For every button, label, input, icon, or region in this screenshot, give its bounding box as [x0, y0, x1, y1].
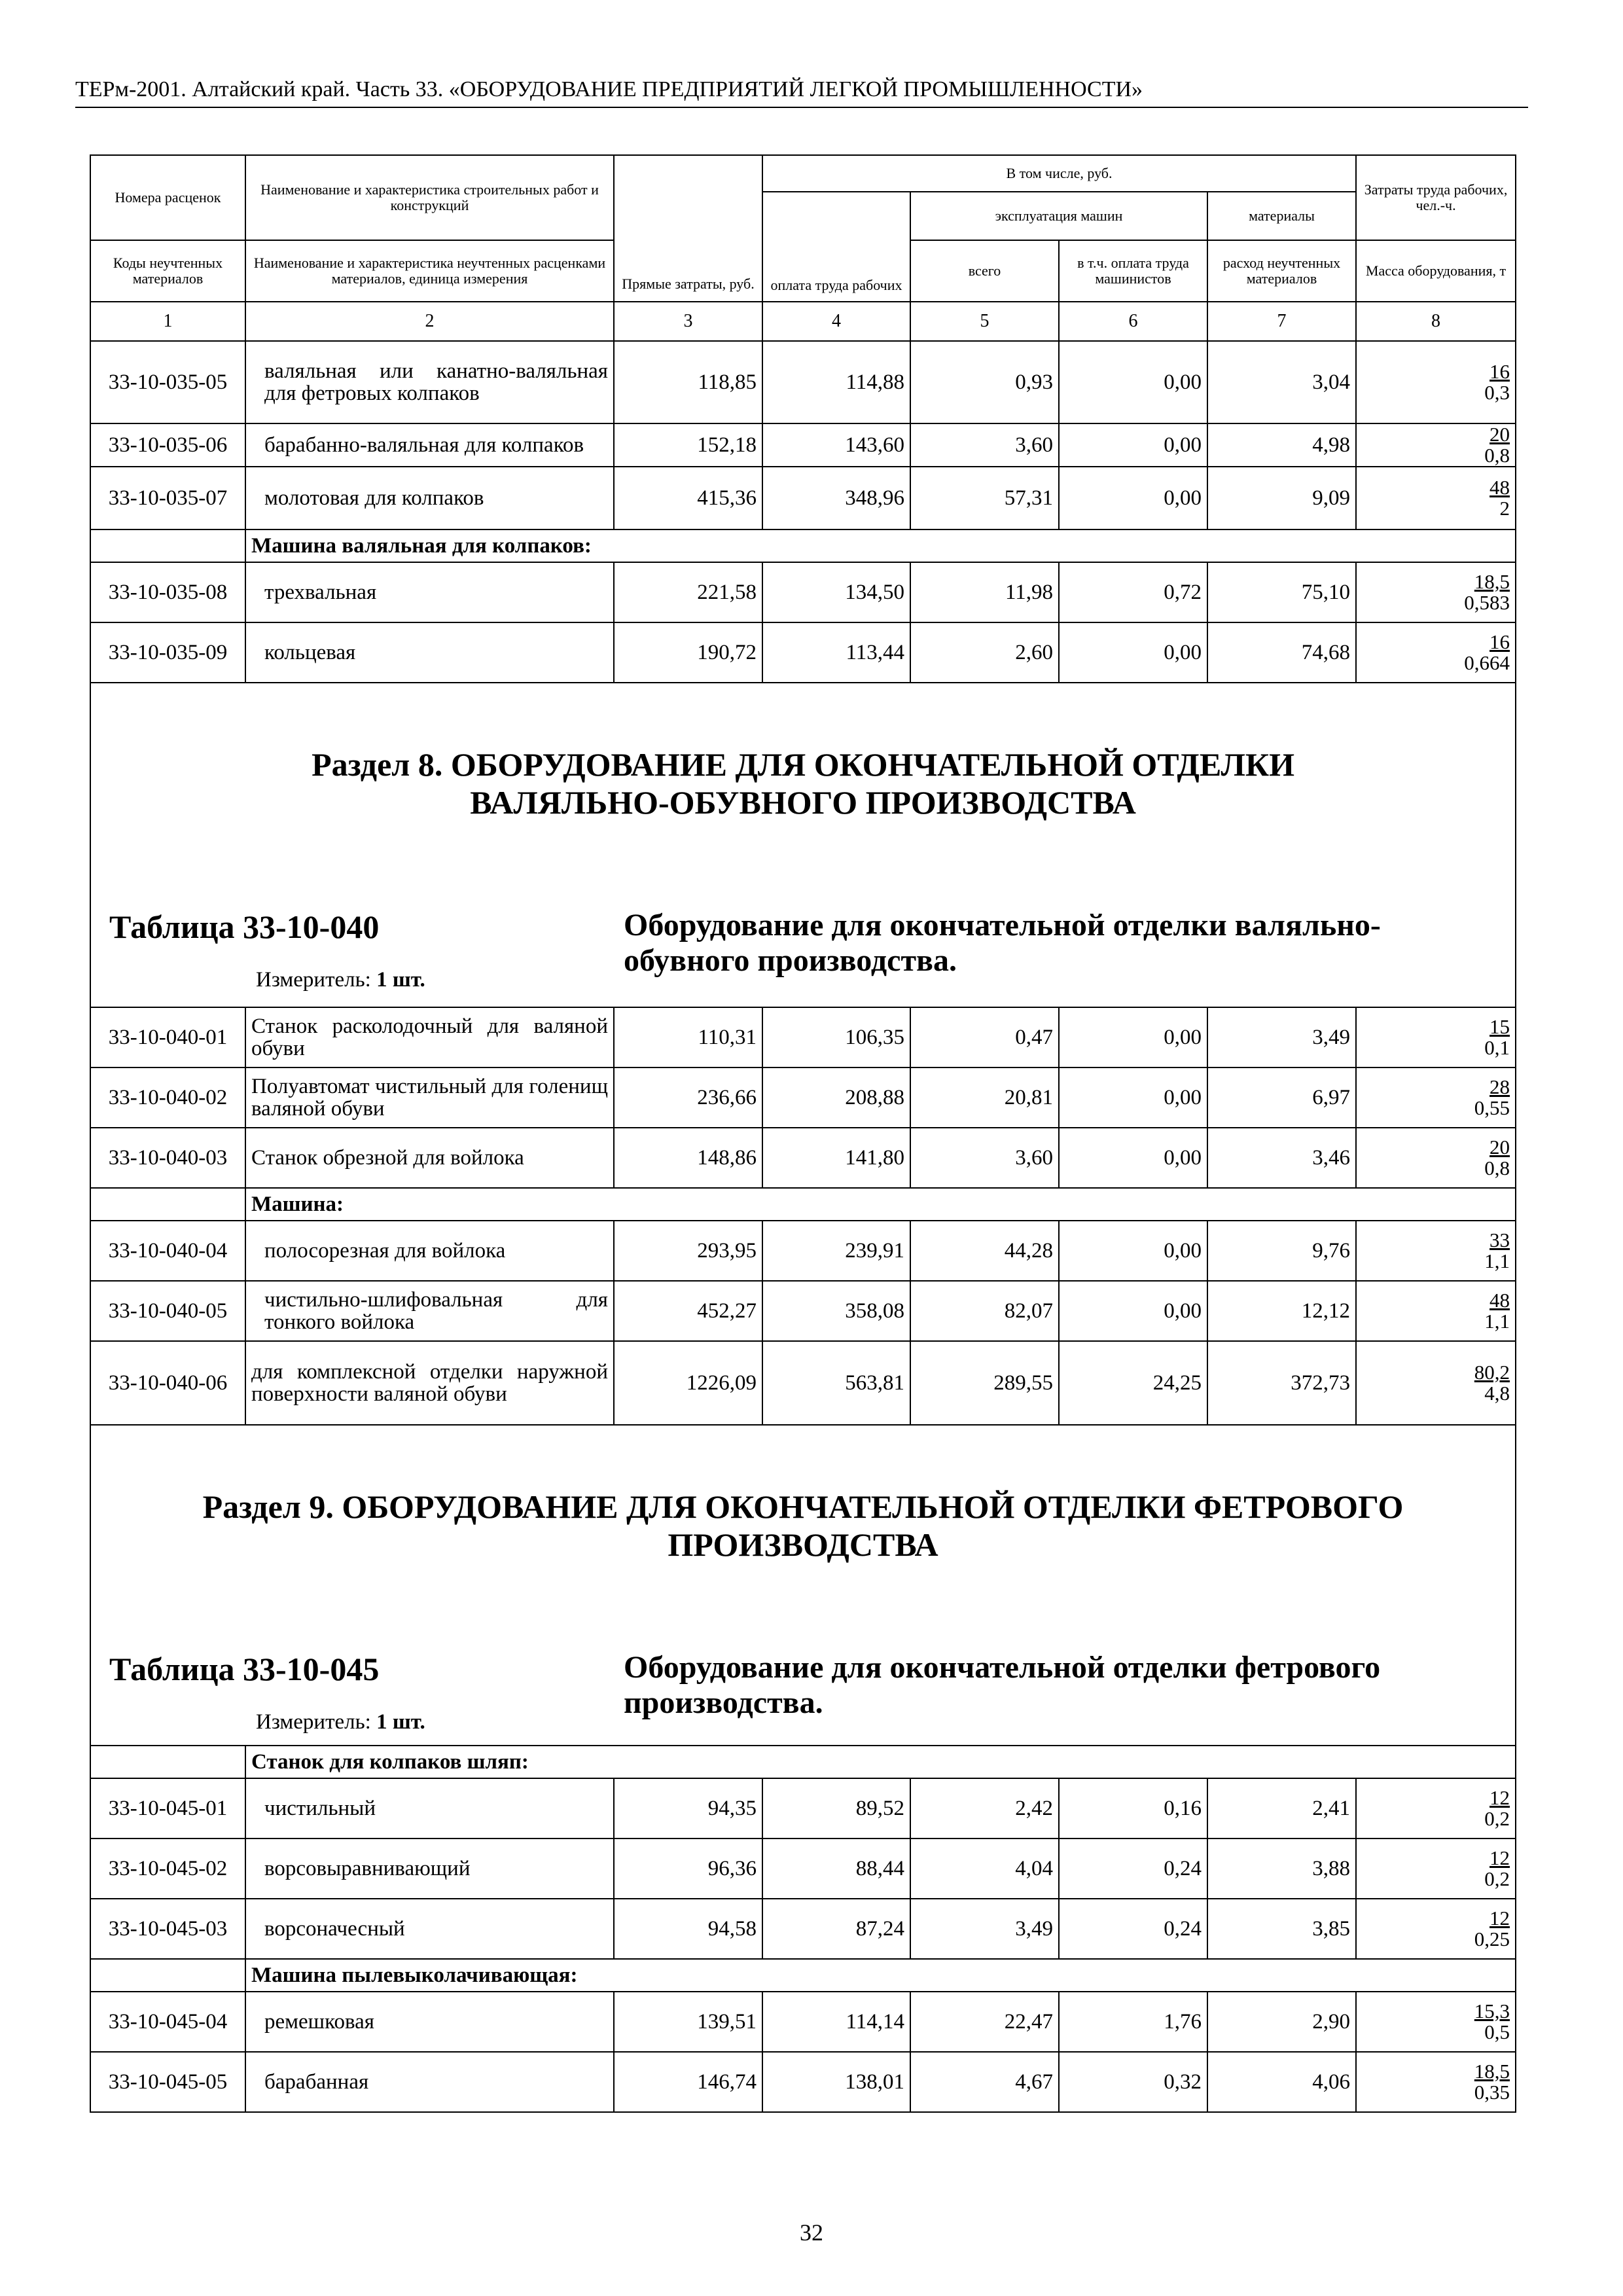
- labor-mass-fraction: [1356, 1992, 1516, 2052]
- rate-row: [90, 1128, 1516, 1188]
- machinist-cost: 0,24: [1059, 1899, 1207, 1959]
- col-codes-unacc-header: Коды неучтенных материалов: [90, 240, 245, 302]
- unit-value: 1 шт.: [376, 1710, 425, 1734]
- labor-cost: 358,08: [762, 1281, 910, 1341]
- col-number: 1: [90, 302, 245, 341]
- col-machinists-header: в т.ч. оплата труда машинистов: [1059, 240, 1207, 302]
- labor-cost: 114,88: [762, 341, 910, 423]
- machinist-cost: 0,00: [1059, 467, 1207, 529]
- labor-cost: 87,24: [762, 1899, 910, 1959]
- equipment-mass: 0,1: [1484, 1036, 1510, 1059]
- material-cost: 2,41: [1207, 1778, 1356, 1839]
- material-cost: 3,85: [1207, 1899, 1356, 1959]
- machinist-cost: 0,72: [1059, 562, 1207, 622]
- labor-mass-fraction: [1356, 467, 1516, 529]
- labor-mass-fraction: [1356, 562, 1516, 622]
- labor-cost: 88,44: [762, 1839, 910, 1899]
- material-cost: 74,68: [1207, 622, 1356, 683]
- machine-cost: 3,60: [910, 423, 1059, 467]
- direct-cost: 152,18: [614, 423, 762, 467]
- direct-cost: 293,95: [614, 1221, 762, 1281]
- work-hours: 12: [1489, 1907, 1510, 1929]
- direct-cost: 139,51: [614, 1992, 762, 2052]
- machine-cost: 0,93: [910, 341, 1059, 423]
- material-cost: 12,12: [1207, 1281, 1356, 1341]
- equipment-mass: 0,583: [1464, 591, 1510, 614]
- machine-cost: 3,49: [910, 1899, 1059, 1959]
- rate-name: чистильно-шлифовальная для тонкого войлока: [245, 1281, 614, 1341]
- material-cost: 75,10: [1207, 562, 1356, 622]
- group-heading: Машина:: [245, 1188, 1516, 1221]
- rate-row: [90, 1839, 1516, 1899]
- work-hours: 16: [1489, 630, 1510, 653]
- machine-cost: 4,04: [910, 1839, 1059, 1899]
- rate-code: 33-10-045-05: [90, 2052, 245, 2112]
- section-title: [91, 745, 1515, 821]
- machinist-cost: 0,00: [1059, 1281, 1207, 1341]
- header-rule: [75, 107, 1528, 108]
- rate-row: [90, 1899, 1516, 1959]
- rate-name: Полуавтомат чистильный для голенищ валяной обуви: [245, 1067, 614, 1128]
- group-spacer: [90, 1959, 245, 1992]
- unit-label: Измеритель:: [256, 968, 371, 992]
- material-cost: 3,49: [1207, 1007, 1356, 1067]
- direct-cost: 146,74: [614, 2052, 762, 2112]
- labor-cost: 113,44: [762, 622, 910, 683]
- rate-row: [90, 1281, 1516, 1341]
- equipment-mass: 0,2: [1484, 1867, 1510, 1890]
- labor-cost: 134,50: [762, 562, 910, 622]
- equipment-mass: 0,8: [1484, 1157, 1510, 1179]
- machinist-cost: 0,00: [1059, 1128, 1207, 1188]
- rate-row: [90, 1992, 1516, 2052]
- machine-cost: 57,31: [910, 467, 1059, 529]
- work-hours: 12: [1489, 1846, 1510, 1869]
- work-hours: 15: [1489, 1015, 1510, 1038]
- rate-code: 33-10-035-09: [90, 622, 245, 683]
- equipment-mass: 0,3: [1484, 381, 1510, 404]
- equipment-mass: 0,8: [1484, 444, 1510, 467]
- machinist-cost: 0,32: [1059, 2052, 1207, 2112]
- rate-name: для комплексной отделки наружной поверхности валяной обуви: [245, 1341, 614, 1425]
- material-cost: 6,97: [1207, 1067, 1356, 1128]
- rate-name: валяльная или канатно-валяльная для фетровых колпаков: [245, 341, 614, 423]
- direct-cost: 110,31: [614, 1007, 762, 1067]
- labor-mass-fraction: [1356, 1007, 1516, 1067]
- col-unacc-mat-header: расход неучтенных материалов: [1207, 240, 1356, 302]
- col-name-unacc-header: Наименование и характеристика неучтенных расценками материалов, единица измерения: [245, 240, 614, 302]
- direct-cost: 118,85: [614, 341, 762, 423]
- machine-cost: 4,67: [910, 2052, 1059, 2112]
- labor-mass-fraction: [1356, 423, 1516, 467]
- material-cost: 9,09: [1207, 467, 1356, 529]
- rate-code: 33-10-035-05: [90, 341, 245, 423]
- rate-code: 33-10-040-04: [90, 1221, 245, 1281]
- labor-cost: 89,52: [762, 1778, 910, 1839]
- rate-row: [90, 1778, 1516, 1839]
- price-table: [90, 154, 1516, 2113]
- col-number: 2: [245, 302, 614, 341]
- labor-mass-fraction: [1356, 341, 1516, 423]
- col-mass-header: Масса оборудования, т: [1356, 240, 1516, 302]
- equipment-mass: 0,55: [1474, 1096, 1510, 1119]
- machine-cost: 2,60: [910, 622, 1059, 683]
- work-hours: 16: [1489, 360, 1510, 383]
- labor-cost: 106,35: [762, 1007, 910, 1067]
- rate-row: [90, 467, 1516, 529]
- section-title: [91, 1488, 1515, 1564]
- equipment-mass: 0,664: [1464, 651, 1510, 674]
- direct-cost: 96,36: [614, 1839, 762, 1899]
- unit-line: [256, 1710, 425, 1734]
- direct-cost: 236,66: [614, 1067, 762, 1128]
- table-description: Оборудование для окончательной отделки валяльно-обувного производства.: [624, 908, 1381, 978]
- rate-name: ремешковая: [245, 1992, 614, 2052]
- work-hours: 18,5: [1474, 570, 1510, 593]
- section-title-line: ПРОИЗВОДСТВА: [668, 1526, 938, 1563]
- col-name-header: Наименование и характеристика строительных работ и конструкций: [245, 155, 614, 240]
- col-machines-header: эксплуатация машин: [910, 192, 1207, 240]
- labor-cost: 348,96: [762, 467, 910, 529]
- section-title-line: Раздел 9. ОБОРУДОВАНИЕ ДЛЯ ОКОНЧАТЕЛЬНОЙ ОТДЕЛКИ ФЕТРОВОГО: [202, 1488, 1404, 1525]
- machinist-cost: 24,25: [1059, 1341, 1207, 1425]
- equipment-mass: 4,8: [1484, 1382, 1510, 1405]
- work-hours: 15,3: [1474, 2000, 1510, 2022]
- rate-name: трехвальная: [245, 562, 614, 622]
- rate-code: 33-10-040-06: [90, 1341, 245, 1425]
- rate-row: [90, 562, 1516, 622]
- work-hours: 80,2: [1474, 1361, 1510, 1384]
- price-table-frame: [90, 154, 1515, 2113]
- material-cost: 372,73: [1207, 1341, 1356, 1425]
- machinist-cost: 0,00: [1059, 423, 1207, 467]
- equipment-mass: 0,2: [1484, 1807, 1510, 1830]
- labor-mass-fraction: [1356, 622, 1516, 683]
- material-cost: 2,90: [1207, 1992, 1356, 2052]
- rate-name: чистильный: [245, 1778, 614, 1839]
- machine-cost: 0,47: [910, 1007, 1059, 1067]
- material-cost: 3,04: [1207, 341, 1356, 423]
- labor-mass-fraction: [1356, 1128, 1516, 1188]
- labor-mass-fraction: [1356, 1067, 1516, 1128]
- machinist-cost: 0,00: [1059, 1007, 1207, 1067]
- col-work-header: Затраты труда рабочих, чел.-ч.: [1356, 155, 1516, 240]
- col-materials-header: материалы: [1207, 192, 1356, 240]
- work-hours: 12: [1489, 1786, 1510, 1809]
- work-hours: 48: [1489, 1289, 1510, 1312]
- rate-code: 33-10-045-03: [90, 1899, 245, 1959]
- direct-cost: 1226,09: [614, 1341, 762, 1425]
- machine-cost: 20,81: [910, 1067, 1059, 1128]
- machine-cost: 44,28: [910, 1221, 1059, 1281]
- machinist-cost: 0,24: [1059, 1839, 1207, 1899]
- labor-cost: 563,81: [762, 1341, 910, 1425]
- direct-cost: 94,35: [614, 1778, 762, 1839]
- col-labor-header: оплата труда рабочих: [762, 192, 910, 302]
- rate-name: полосорезная для войлока: [245, 1221, 614, 1281]
- column-number-row: [90, 302, 1516, 341]
- equipment-mass: 1,1: [1484, 1249, 1510, 1272]
- rate-code: 33-10-035-06: [90, 423, 245, 467]
- labor-mass-fraction: [1356, 1839, 1516, 1899]
- work-hours: 20: [1489, 423, 1510, 446]
- group-heading: Машина валяльная для колпаков:: [245, 529, 1516, 562]
- col-number: 5: [910, 302, 1059, 341]
- direct-cost: 190,72: [614, 622, 762, 683]
- rate-row: [90, 423, 1516, 467]
- section-block: [90, 1425, 1516, 1746]
- rate-name: кольцевая: [245, 622, 614, 683]
- material-cost: 3,46: [1207, 1128, 1356, 1188]
- equipment-mass: 0,25: [1474, 1928, 1510, 1950]
- rate-code: 33-10-045-02: [90, 1839, 245, 1899]
- rate-name: Станок расколодочный для валяной обуви: [245, 1007, 614, 1067]
- machinist-cost: 0,00: [1059, 1221, 1207, 1281]
- rate-row: [90, 1067, 1516, 1128]
- running-header: ТЕРм-2001. Алтайский край. Часть 33. «ОБОРУДОВАНИЕ ПРЕДПРИЯТИЙ ЛЕГКОЙ ПРОМЫШЛЕННОСТИ»: [75, 77, 1143, 101]
- col-number: 4: [762, 302, 910, 341]
- equipment-mass: 0,35: [1474, 2081, 1510, 2104]
- direct-cost: 415,36: [614, 467, 762, 529]
- rate-name: ворсовыравнивающий: [245, 1839, 614, 1899]
- table-id: Таблица 33-10-045: [109, 1651, 380, 1687]
- rate-name: ворсоначесный: [245, 1899, 614, 1959]
- table-id: Таблица 33-10-040: [109, 908, 380, 945]
- col-code-header: Номера расценок: [90, 155, 245, 240]
- material-cost: 4,98: [1207, 423, 1356, 467]
- rate-row: [90, 341, 1516, 423]
- direct-cost: 221,58: [614, 562, 762, 622]
- group-spacer: [90, 1188, 245, 1221]
- labor-mass-fraction: [1356, 1221, 1516, 1281]
- section-title-line: ВАЛЯЛЬНО-ОБУВНОГО ПРОИЗВОДСТВА: [470, 784, 1136, 821]
- unit-line: [256, 968, 425, 992]
- machine-cost: 3,60: [910, 1128, 1059, 1188]
- section-title-line: Раздел 8. ОБОРУДОВАНИЕ ДЛЯ ОКОНЧАТЕЛЬНОЙ ОТДЕЛКИ: [312, 746, 1294, 783]
- rate-code: 33-10-040-05: [90, 1281, 245, 1341]
- machine-cost: 82,07: [910, 1281, 1059, 1341]
- rate-name: Станок обрезной для войлока: [245, 1128, 614, 1188]
- rate-name: барабанная: [245, 2052, 614, 2112]
- direct-cost: 452,27: [614, 1281, 762, 1341]
- rate-code: 33-10-040-01: [90, 1007, 245, 1067]
- work-hours: 18,5: [1474, 2060, 1510, 2083]
- machinist-cost: 0,16: [1059, 1778, 1207, 1839]
- group-heading: Машина пылевыколачивающая:: [245, 1959, 1516, 1992]
- machinist-cost: 0,00: [1059, 622, 1207, 683]
- material-cost: 4,06: [1207, 2052, 1356, 2112]
- group-spacer: [90, 1746, 245, 1778]
- col-incl-header: В том числе, руб.: [762, 155, 1356, 192]
- labor-cost: 143,60: [762, 423, 910, 467]
- rate-name: молотовая для колпаков: [245, 467, 614, 529]
- rate-code: 33-10-045-01: [90, 1778, 245, 1839]
- labor-mass-fraction: [1356, 2052, 1516, 2112]
- equipment-mass: 1,1: [1484, 1310, 1510, 1333]
- machine-cost: 2,42: [910, 1778, 1059, 1839]
- rate-code: 33-10-040-03: [90, 1128, 245, 1188]
- labor-cost: 114,14: [762, 1992, 910, 2052]
- rate-row: [90, 1221, 1516, 1281]
- rate-code: 33-10-035-07: [90, 467, 245, 529]
- col-number: 7: [1207, 302, 1356, 341]
- labor-mass-fraction: [1356, 1281, 1516, 1341]
- work-hours: 28: [1489, 1075, 1510, 1098]
- machinist-cost: 0,00: [1059, 341, 1207, 423]
- labor-cost: 239,91: [762, 1221, 910, 1281]
- equipment-mass: 0,5: [1484, 2020, 1510, 2043]
- labor-cost: 141,80: [762, 1128, 910, 1188]
- col-number: 6: [1059, 302, 1207, 341]
- group-heading: Станок для колпаков шляп:: [245, 1746, 1516, 1778]
- machine-cost: 11,98: [910, 562, 1059, 622]
- group-spacer: [90, 529, 245, 562]
- rate-code: 33-10-045-04: [90, 1992, 245, 2052]
- labor-mass-fraction: [1356, 1899, 1516, 1959]
- page-number: 32: [800, 2219, 823, 2246]
- rate-row: [90, 622, 1516, 683]
- rate-row: [90, 2052, 1516, 2112]
- equipment-mass: 2: [1499, 497, 1510, 520]
- material-cost: 9,76: [1207, 1221, 1356, 1281]
- labor-cost: 138,01: [762, 2052, 910, 2112]
- direct-cost: 148,86: [614, 1128, 762, 1188]
- rate-row: [90, 1341, 1516, 1425]
- material-cost: 3,88: [1207, 1839, 1356, 1899]
- rate-code: 33-10-035-08: [90, 562, 245, 622]
- machine-cost: 22,47: [910, 1992, 1059, 2052]
- work-hours: 33: [1489, 1229, 1510, 1251]
- rate-code: 33-10-040-02: [90, 1067, 245, 1128]
- direct-cost: 94,58: [614, 1899, 762, 1959]
- work-hours: 48: [1489, 476, 1510, 499]
- work-hours: 20: [1489, 1136, 1510, 1158]
- machinist-cost: 0,00: [1059, 1067, 1207, 1128]
- labor-mass-fraction: [1356, 1778, 1516, 1839]
- unit-value: 1 шт.: [376, 968, 425, 992]
- labor-cost: 208,88: [762, 1067, 910, 1128]
- rate-row: [90, 1007, 1516, 1067]
- table-description: Оборудование для окончательной отделки фетрового производства.: [624, 1650, 1381, 1720]
- col-number: 3: [614, 302, 762, 341]
- rate-name: барабанно-валяльная для колпаков: [245, 423, 614, 467]
- col-total-header: всего: [910, 240, 1059, 302]
- col-direct-header: Прямые затраты, руб.: [614, 155, 762, 302]
- machine-cost: 289,55: [910, 1341, 1059, 1425]
- col-number: 8: [1356, 302, 1516, 341]
- unit-label: Измеритель:: [256, 1710, 371, 1734]
- machinist-cost: 1,76: [1059, 1992, 1207, 2052]
- section-block: [90, 683, 1516, 1007]
- labor-mass-fraction: [1356, 1341, 1516, 1425]
